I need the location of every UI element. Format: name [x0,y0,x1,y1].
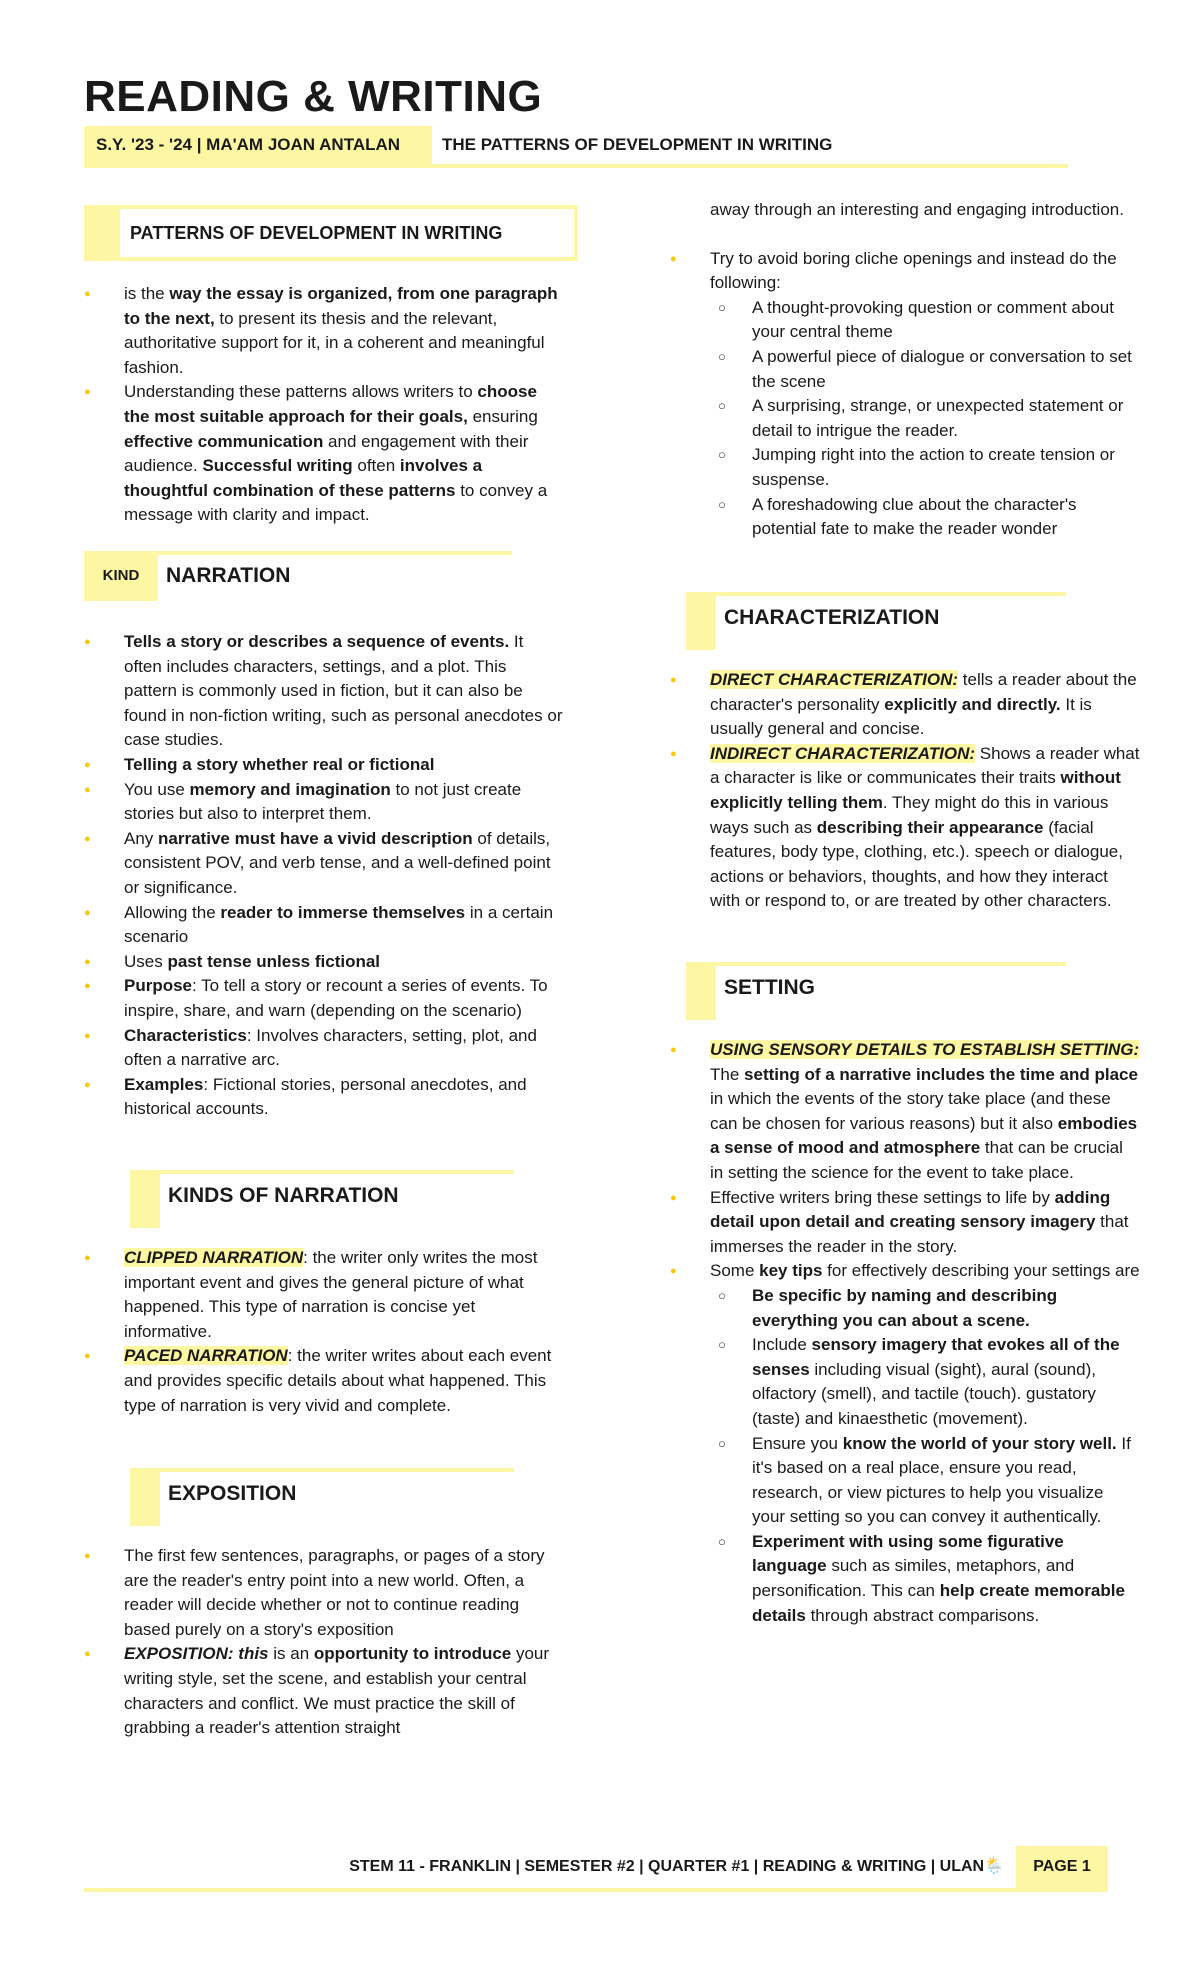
text-run: in which the events of the story take place (and these can be chosen for various reasons) but it also [710,1089,1111,1133]
text-run: Understanding these patterns allows writers to [124,382,478,402]
sublist-item [710,1530,1140,1628]
setting-tips-sublist [710,1284,1140,1628]
list-item [84,282,564,380]
text-run: : Involves characters, setting, plot, and often a narrative arc. [124,1025,537,1070]
list-item [84,1642,564,1740]
kinds-topline [130,1170,514,1174]
text-run: Any [124,828,159,848]
exposition-continued-text: away through an interesting and engaging introduction. [710,200,1124,219]
list-item [670,1038,1140,1186]
text-run: in a certain scenario [124,902,554,947]
bold-text: sensory imagery that evokes all of the senses [752,1335,1120,1379]
exposition-heading: EXPOSITION [168,1482,297,1505]
list-item [84,950,564,975]
footer [84,1846,1108,1892]
kind-tag: KIND [84,551,158,601]
bold-text: Be specific by naming and describing everything you can about a scene. [752,1285,1058,1330]
bold-text: Telling a story whether real or fictional [124,754,435,774]
sublist-item: ○ A surprising, strange, or unexpected statement or detail to intrigue the reader. [710,394,1140,443]
school-year-teacher: S.Y. '23 - '24 | MA'AM JOAN ANTALAN [84,126,432,164]
text-run: to convey a message with clarity and impact. [124,480,548,525]
list-item [84,630,564,753]
exposition-list [84,1544,564,1741]
list-item [84,1544,564,1642]
characterization-section-header [686,592,1066,650]
list-item [84,1246,564,1344]
sublist-item: ○ A thought-provoking question or comment about your central theme [710,296,1140,345]
bold-text: key tips [759,1261,823,1281]
exposition-accent-bar [130,1468,160,1526]
text-run: It often includes characters, settings, and a plot. This pattern is commonly used in fiction, but it can also be found in non-fiction writing, such as personal anecdotes or case studies. [124,632,563,750]
text-run: often [352,456,400,476]
footer-underline [84,1888,1108,1892]
kinds-section-header [130,1170,514,1228]
setting-accent-bar [686,962,716,1020]
text-run: : the writer writes about each event and provides specific details about what happened. This type of narration is very vivid and complete. [124,1346,552,1415]
opening-tips-lead: Try to avoid boring cliche openings and instead do the following: [710,248,1117,293]
text-run: If it's based on a real place, ensure you read, research, or view pictures to help you visualize your setting so you can convey it authentically. [752,1433,1131,1527]
list-item [84,901,564,950]
setting-heading: SETTING [724,976,816,999]
narration-topline [158,551,512,555]
text-run: : Fictional stories, personal anecdotes, and historical accounts. [124,1074,527,1119]
text-run: Effective writers bring these settings to life by [710,1187,1055,1207]
exposition-section-header [130,1468,514,1526]
list-item [670,247,1140,542]
text-run: Some [710,1261,760,1281]
text-run: and engagement with their audience. [124,431,529,476]
text-run: Allowing the [124,902,221,922]
setting-section-header [686,962,1066,1020]
text-run: ensuring [467,406,538,426]
patterns-heading: PATTERNS OF DEVELOPMENT IN WRITING [130,223,503,243]
sublist-item [710,1284,1140,1333]
text-run: Uses [124,951,168,971]
text-run: is an [268,1644,314,1664]
characterization-heading: CHARACTERIZATION [724,606,940,629]
text-run: to present its thesis and the relevant, authoritative support for it, in a coherent and meaningful fashion. [124,308,545,377]
narration-list-block [84,630,564,1122]
bold-text: reader to immerse themselves [220,902,466,922]
subtitle-bar [84,126,1068,168]
list-item [84,1024,564,1073]
bold-text: Successful writing [202,456,353,476]
narration-list [84,630,564,1122]
page-title: READING & WRITING [84,72,543,121]
text-run: You use [124,779,190,799]
patterns-list [84,282,564,528]
bold-text: memory and imagination [189,779,391,799]
bold-text: Experiment with using some figurative language [752,1531,1064,1576]
text-run: : the writer only writes the most important event and gives the general picture of what happened. This type of narration is concise yet informative. [124,1248,538,1341]
setting-list-block [670,1038,1140,1628]
topic-title: THE PATTERNS OF DEVELOPMENT IN WRITING [442,135,833,154]
text-run: for effectively describing your settings are [822,1261,1140,1281]
setting-tips-lead [710,1261,1140,1280]
characterization-list-block [670,668,1140,914]
bold-text: opportunity to introduce [313,1644,512,1664]
text-run: to not just create stories but also to interpret them. [124,779,522,824]
setting-topline [686,962,1066,966]
list-item [84,380,564,528]
bold-text: involves a thoughtful combination of these patterns [124,456,483,500]
text-run: (facial features, body type, clothing, etc.). speech or dialogue, actions or behaviors, thoughts, and how they interact with or respond to, or are treated by other characters. [710,817,1123,911]
list-item [84,778,564,827]
footer-text: STEM 11 - FRANKLIN | SEMESTER #2 | QUARTER #1 | READING & WRITING | ULAN🌦️ [349,1858,1004,1875]
kinds-accent-bar [130,1170,160,1228]
text-run: that can be crucial in setting the science for the event to take place. [710,1138,1123,1182]
exposition-list-block [84,1544,564,1741]
kinds-heading: KINDS OF NARRATION [168,1184,399,1207]
highlight-term: PACED NARRATION [124,1346,288,1366]
kinds-list-block [84,1246,564,1418]
bold-text: Examples [124,1074,204,1094]
text-run: It is usually general and concise. [710,694,1092,739]
characterization-topline [686,592,1066,596]
text-run: such as similes, metaphors, and personification. This can [752,1556,1075,1601]
text-run: through abstract comparisons. [805,1605,1040,1625]
list-item [84,1073,564,1122]
list-item [670,742,1140,914]
text-run: tells a reader about the character's personality [710,670,1137,714]
sublist-item [710,1333,1140,1431]
text-run: Shows a reader what a character is like or communicates their traits [710,743,1140,788]
list-item [670,668,1140,742]
page-number: PAGE 1 [1016,1846,1108,1888]
setting-list [670,1038,1140,1628]
bold-text: past tense unless fictional [167,951,381,971]
narration-heading: NARRATION [166,564,291,587]
bold-text: Tells a story or describes a sequence of events. [124,632,510,651]
highlight-term: CLIPPED NARRATION [124,1248,304,1267]
highlight-term: DIRECT CHARACTERIZATION: [710,670,959,689]
highlight-term: INDIRECT CHARACTERIZATION: [710,743,976,763]
text-run: Ensure you [752,1433,843,1453]
patterns-heading-box [84,205,578,261]
bold-text: narrative must have a vivid description [158,828,473,848]
text-run: is the [124,284,170,303]
text-run: . They might do this in various ways such as [710,792,1109,837]
list-item [84,974,564,1023]
bold-text: Characteristics [124,1025,247,1045]
exposition-continued-block [670,198,1140,542]
list-item [670,1186,1140,1260]
bold-text: choose the most suitable approach for their goals, [124,382,537,426]
bold-text: describing their appearance [816,817,1044,837]
list-item [84,753,564,778]
text-run: that immerses the reader in the story. [710,1212,1129,1256]
text-run: Include [752,1335,812,1355]
opening-sublist [710,296,1140,542]
text-run: your writing style, set the scene, and establish your central characters and conflict. We must practice the skill of grabbing a reader's attention straight [124,1644,550,1738]
opening-tips-list [670,247,1140,542]
list-item [84,827,564,901]
bold-text: setting of a narrative includes the time and place [744,1064,1138,1084]
list-item [670,1259,1140,1628]
text-run: including visual (sight), aural (sound), olfactory (smell), and tactile (touch). gustatory (taste) and kinaesthetic (movement). [752,1359,1096,1428]
sublist-item [710,1432,1140,1530]
characterization-list [670,668,1140,914]
bold-text: effective communication [124,431,324,451]
text-run: : To tell a story or recount a series of events. To inspire, share, and warn (depending on the scenario) [124,976,548,1020]
sublist-item: ○ A foreshadowing clue about the character's potential fate to make the reader wonder [710,493,1140,542]
bold-text: explicitly and directly. [884,694,1061,714]
characterization-accent-bar [686,592,716,650]
bold-text: without explicitly telling them [710,768,1121,812]
bold-text: embodies a sense of mood and atmosphere [710,1113,1138,1158]
patterns-list-block [84,282,564,528]
text-run: of details, consistent POV, and verb tense, and a well-defined point or significance. [124,828,551,897]
bold-text: help create memorable details [752,1581,1125,1625]
bold-text: adding detail upon detail and creating sensory imagery [710,1187,1111,1232]
bold-text: way the essay is organized, from one paragraph to the next, [124,284,558,328]
text-run: The [710,1064,745,1084]
exposition-topline [130,1468,514,1472]
bold-italic-term: EXPOSITION: this [124,1644,269,1664]
sublist-item: ○ A powerful piece of dialogue or conversation to set the scene [710,345,1140,394]
text-run: The first few sentences, paragraphs, or pages of a story are the reader's entry point into a new world. Often, a reader will decide whether or not to continue reading based purely on a story's exposition [124,1546,545,1639]
bold-text: Purpose [124,976,193,996]
subtitle-underline [84,164,1068,168]
highlight-term: USING SENSORY DETAILS TO ESTABLISH SETTING: [710,1040,1140,1059]
list-item [84,1344,564,1418]
sublist-item: ○ Jumping right into the action to create tension or suspense. [710,443,1140,492]
kinds-list [84,1246,564,1418]
bold-text: know the world of your story well. [842,1433,1117,1453]
